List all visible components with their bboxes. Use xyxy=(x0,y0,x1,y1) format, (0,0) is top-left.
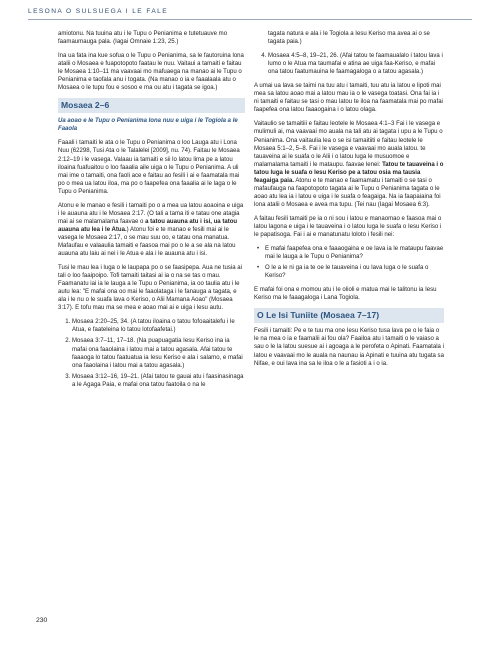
paragraph: A faitau fesili tamaiti pe ia o ni sou i latou e manaomao e faasoa mai o latou lagona e uiga i le tauaveina i o latou luga le suafa o Iesu Keriso i le papatisoga. Fai i ai e manatunatu loloto i fesili nei: xyxy=(254,215,442,239)
paragraph: Fesili i tamaiti: Pe e te tuu ma one Iesu Keriso tusa lava pe o le faia o le na mea o ia e faamalii ai fou ola? Faailoa atu i tamaiti o le vaiaso a sau o le la latou suesue ai i agoaga a le perofeta o Apinati. Faamatala i latou e vaavaai mo le auala na naunau ia Apinati e tuuina atu tugata sa Nifae, e oui lava ina sa le iloa o le a fasioti a i o ia. xyxy=(254,328,444,367)
question-list xyxy=(254,245,444,280)
running-header: LESONA O SULSUEGA I LE FALE xyxy=(28,8,169,15)
page-number: 230 xyxy=(36,617,48,624)
text-run: Atonu e le manao e fesili i tamaiti po o a mea ua latou aoaoina e uiga i le auauna atu i le Mosaea 2:17. (O tali a tama iti e tatau one atagia mai ai se malamalama faavae o xyxy=(58,202,244,225)
section-heading: O Le Isi Tuniite (Mosaea 7–17) xyxy=(254,308,444,323)
section-heading: Mosaea 2–6 xyxy=(58,98,245,113)
text-run: Vaitaulio se tamaitiii e faitau leotele le Mosaea 4:1–3 Fai i le vasega e mulimuli ai, ma vaavaai mo auala na tali atu ai tagata i upu a le Tupu o Penianima. Ona vaitaulia lea o se isi tamaitiiti e faitau leotele le Mosaea 5:1–2, 5–8. Fai i le vasega e vaavaai mo auala latou. te tauaveina ai le suafa o le Alii i o latou luga le musuomoe e malamalama tamaiti i le mataupu. faavae lenei: xyxy=(254,121,443,168)
paragraph: E mafai foi ona e momou atu i le olioli e matua mai le talitonu ia Iesu Keriso ma le faaagaloga i Lana Togiola. xyxy=(254,287,437,302)
paragraph: tagata natura e ala i le Togiola a Iesu Keriso ma avea ai o se tagata paia.) xyxy=(268,31,430,46)
list-item: • O le a le ni ga ia te oe le tauaveina i ou lava luga o le suafa o Keriso? xyxy=(265,264,444,280)
paragraph: A umai ua lava se taimi na tuu atu i tamaiti, tuu atu ia latou e lipoti mai mea sa latou aoao mai a latou mau ia o le vasega toatasi. Ona fai ia i ni tamaiti e faitau se tasi o mau latou te iloa na faamatala mai po mafai faapefea ona latou faaaogaina i o latou olaga. xyxy=(254,83,443,114)
paragraph: Faaali i tamaiti le ata o le Tupu o Penianima o loo Lauga atu i Lona Nuu (62298, Tusi Ata o le Talalelei [2009], nu. 74). Faitau le Mosaea 2:12–19 i le vasega. Valaau ia tamaiti e sii lo latou lima pe a latou iloaina fuafuaitou o loo faaalia aile uiga o le Tupu o Penianima. A uli mai ime o tamaiti, ona faoli ace e faitau ao fesili i ai e faamatala mai po o mea ua latou iloa, ma po o faapefea ona faaalia ai le laga o le Tupu o Penianima. xyxy=(58,140,240,195)
scripture-list xyxy=(254,52,444,76)
text-run: Atonu e te manao e faamamatu i tamaiti o se tasi o mafaufauga na faapotopoto tagata ai le Tupu o Penianima tagata o le aoao atu lea ia i latou e uiga i le suafa o feagaiga. Na ia faapaiaina foi lona atalii o Mosaea e avea ma tupu. (Tei nau (Iagai Mosaea 6:3). xyxy=(254,177,441,208)
paragraph xyxy=(58,202,245,258)
paragraph: amiotonu. Na tuuina atu i le Tupu o Penianima e tutetuauve mo faamaumauga pala. (Iagai Omnaie 1:23, 25.) xyxy=(58,31,228,46)
section-subheading: Ua aoao e le Tupu o Penianima lona nuu e uiga i le Togiola a le Faaola xyxy=(58,118,238,133)
list-item: 2. Mosaea 3:7–11, 17–18. (Na puapuagatia Iesu Keriso ina ia mafai ona faaolaina i latou mai a tatou agasala. Afai tatou te faaaoga lo tatou faatuatua ia Iesu Keriso e ala i salamo, e mafai ona faaolaina i latou mai a tatou agasala.) xyxy=(72,337,245,369)
list-item: 1. Mosaea 2:20–25, 34. (A tatou iloaina o tatou fofoaaitalefu i le Atua, e faateleina lo tatou lotofaafetai.) xyxy=(72,318,245,334)
right-column xyxy=(254,30,444,374)
doctrine-highlight: a tatou auauna atu i isi, ua tatou auauna atu lea i le Atua. xyxy=(58,218,238,233)
text-run: ) Atonu foi e te manao e fesili mai ai le vasega le Mosaea 2:17, o se mau suu oo, e tatau ona manatua. Mafaufau e valaaulia tamaiti e faasoa mai po o le a se ala na latou auauna atu laiu ai nei i le Atua e ala i le auauna atu i isi. xyxy=(58,226,236,258)
doctrine-highlight: Tatou te tauaveina i o tatou luga le suafa o Iesu Keriso pe a tatou osia ma tausia feagaiga paia. xyxy=(254,161,444,184)
list-item: • E mafai faapefea ona e faaaogaina e oe lava ia le mataupu faavae mai le lauga a le Tupu o Penianima? xyxy=(265,245,444,261)
paragraph: Tusi le mau lea i luga o le laupapa po o se faasipepa. Aua ne tusia ai tali o loo faaipoipo. Tofi tamaiti taitasi ai ia o na se tas o mau. Faamanatu iai ia le lauga a le Tupu o Penianima, ia oo taulia atu i le autu lea: "E mafai ona oo mai le faaolataga i le fanauga a tagata, e ala i le nu o le suafa lava o Keriso, o Alii Mamana Aoao" (Mosaea 3:17). E tofu mau ma se mea e aoao mai ai e uiga i lesu autu. xyxy=(58,265,242,312)
list-item: 4. Mosaea 4:5–8, 19–21, 26. (Afai tatou te faamaualalo i tatou lava i lumo o le Atua ma taumafai e atina ae uiga faa-Keriso, e mafai ona tatou faatumauina le faamagaloga o a tatou agasala.) xyxy=(268,52,444,76)
paragraph: Ina ua fata ina kue sofua o le Tupu o Penianima, sa le fautoruina lona atalii o Mosaea e fuapotopoto faatau le nuu. Vaitaui a tamaiti e faitau le Mosaea 1:10–11 ma vaavaai mo mafuaega na manao ai le Tupu o Penianima e taofala anu i togata. (Na manao o ia e faaalaala atu o Mosaea o le tupu fou e sosoo e ma ou atu i tagata se igoa.) xyxy=(58,53,244,92)
paragraph xyxy=(254,120,444,209)
header-rule xyxy=(28,19,472,20)
list-item: 3. Mosaea 3:12–16, 19–21. (Afai tatou te gauai atu i faasinasinaga a le Agaga Paia, e mafai ona tatou faatoila o na le xyxy=(72,373,245,389)
left-column xyxy=(58,30,245,395)
scripture-list xyxy=(58,318,245,388)
